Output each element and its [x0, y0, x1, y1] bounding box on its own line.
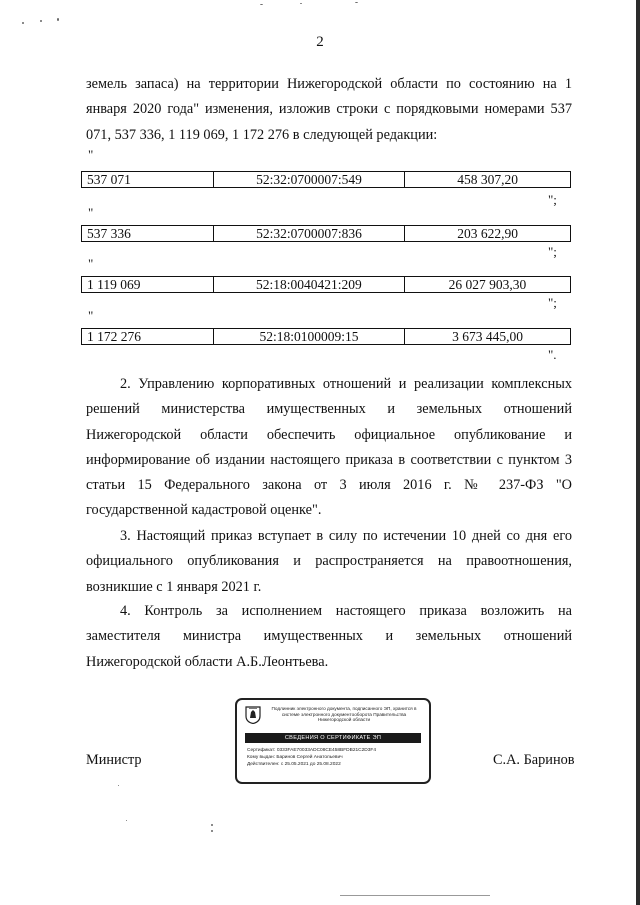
row-number: 537 336: [82, 226, 214, 242]
paragraph-2: 2. Управлению корпоративных отношений и реализации комплексных решений министерства имущественных и земельных отношений Нижегородской области обеспечить официальное опубликование и информирование об издании настоящего приказа в соответствии с пунктом 3 статьи 15 Федерального закона от 3 июля 2016 г. № 237-ФЗ "О государственной кадастровой оценке".: [86, 376, 572, 519]
scan-speck: [300, 3, 302, 4]
row-number: 1 119 069: [82, 277, 214, 293]
scan-speck: [22, 22, 24, 24]
table-row-3: [81, 276, 571, 293]
table-row-4: [81, 328, 571, 345]
page-number: 2: [316, 34, 324, 50]
scan-speck: [57, 18, 59, 21]
cadastral-value: 26 027 903,30: [404, 277, 570, 293]
scan-speck: [355, 2, 358, 3]
footer-rule: [340, 895, 490, 896]
paragraph-4: 4. Контроль за исполнением настоящего приказа возложить на заместителя министра имущественных и земельных отношений Нижегородской области А.Б.Леонтьева.: [86, 603, 572, 670]
stamp-header: Подлинник электронного документа, подписанного ЭП, хранится в системе электронного документооборота Правительства Нижегородской области: [271, 706, 417, 723]
close-quote-final: ".: [548, 347, 557, 362]
row-number: 537 071: [82, 172, 214, 188]
cadastral-number: 52:32:0700007:549: [213, 172, 405, 188]
open-quote-1: ": [88, 147, 94, 162]
cadastral-value: 3 673 445,00: [405, 329, 571, 345]
scan-speck: [40, 20, 42, 22]
scan-speck: [118, 785, 119, 786]
close-quote-3: ";: [548, 295, 557, 310]
stamp-validity: Действителен: с 25.05.2021 до 25.08.2022: [247, 762, 341, 767]
table-row-1: [81, 171, 571, 188]
table-row-2: [81, 225, 571, 242]
coat-of-arms-icon: [245, 706, 261, 724]
close-quote-2: ";: [548, 244, 557, 259]
open-quote-3: ": [88, 256, 94, 271]
signer-title: Министр: [86, 752, 142, 768]
close-quote-1: ";: [548, 192, 557, 207]
row-number: 1 172 276: [82, 329, 214, 345]
cadastral-number: 52:18:0100009:15: [213, 329, 404, 345]
scan-speck: [126, 820, 127, 821]
paragraph-3: 3. Настоящий приказ вступает в силу по истечении 10 дней со дня его официального опубликования и распространяется на правоотношения, возникшие с 1 января 2021 г.: [86, 528, 572, 595]
cadastral-number: 52:18:0040421:209: [213, 277, 404, 293]
scan-speck: [211, 824, 213, 826]
open-quote-2: ": [88, 205, 94, 220]
stamp-issued-to: Кому выдан: Баринов Сергей Анатольевич: [247, 755, 343, 760]
electronic-signature-stamp: [235, 698, 431, 784]
intro-paragraph: земель запаса) на территории Нижегородской области по состоянию на 1 января 2020 года" изменения, изложив строки с порядковыми номерами 537 071, 537 336, 1 119 069, 1 172 276 в следующей редакции:: [86, 76, 572, 143]
cadastral-number: 52:32:0700007:836: [213, 226, 405, 242]
cadastral-value: 458 307,20: [405, 172, 571, 188]
scan-edge: [636, 0, 640, 905]
scan-speck: [260, 4, 263, 5]
signer-name: С.А. Баринов: [493, 752, 575, 768]
stamp-title: СВЕДЕНИЯ О СЕРТИФИКАТЕ ЭП: [245, 733, 421, 743]
cadastral-value: 203 622,90: [405, 226, 571, 242]
open-quote-4: ": [88, 308, 94, 323]
scan-speck: [211, 830, 213, 832]
stamp-certificate: Сертификат: 0333FAE70033ADC08CE458BFDB21C2D3F4: [247, 748, 377, 753]
